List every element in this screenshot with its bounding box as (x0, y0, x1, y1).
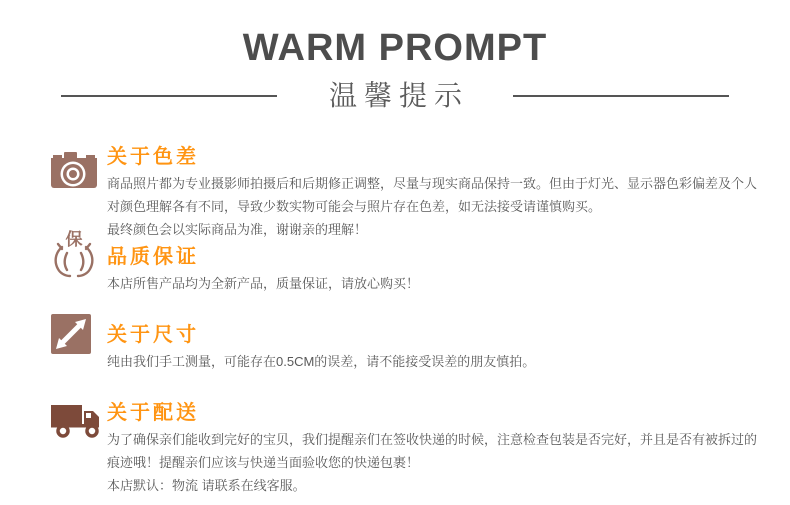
section-text (107, 246, 790, 295)
section-line: 商品照片都为专业摄影师拍摄后和后期修正调整，尽量与现实商品保持一致。但由于灯光、显示器色彩偏差及个人 (107, 176, 758, 191)
section-about-delivery (50, 402, 790, 497)
section-title: 关于尺寸 (107, 324, 199, 346)
section-line: 对颜色理解各有不同，导致少数实物可能会与照片存在色差，如无法接受请谨慎购买。 (107, 199, 602, 214)
section-text (107, 146, 790, 241)
delivery-truck-icon (50, 402, 107, 497)
subtitle-row (0, 80, 790, 112)
section-title: 品质保证 (107, 246, 199, 268)
section-quality-guarantee (50, 230, 790, 295)
camera-icon (50, 146, 107, 241)
section-line: 痕迹哦！提醒亲们应该与快递当面验收您的快递包裹！ (107, 455, 420, 470)
page-subtitle: 温馨提示 (328, 80, 469, 111)
left-divider-line (61, 95, 277, 97)
section-text (107, 324, 790, 373)
section-title: 关于配送 (107, 402, 199, 424)
section-line: 为了确保亲们能收到完好的宝贝，我们提醒亲们在签收快递的时候，注意检查包装是否完好，并且是否有被拆过的 (107, 432, 758, 447)
section-color-difference (50, 146, 790, 241)
section-line: 最终颜色会以实际商品为准，谢谢亲的理解！ (107, 222, 368, 237)
page-title: WARM PROMPT (242, 27, 548, 69)
section-line: 本店所售产品均为全新产品，质量保证，请放心购买！ (107, 276, 420, 291)
section-text (107, 402, 790, 497)
guarantee-character: 保 (65, 230, 83, 249)
right-divider-line (513, 95, 729, 97)
tips-list (0, 146, 790, 497)
section-line: 纯由我们手工测量，可能存在0.5CM的误差，请不能接受误差的朋友慎拍。 (107, 354, 536, 369)
size-measure-arrow-icon (50, 324, 107, 373)
section-about-size (50, 324, 790, 373)
section-title: 关于色差 (107, 146, 199, 168)
hands-holding-guarantee-icon (50, 230, 107, 295)
section-line: 本店默认：物流 请联系在线客服。 (107, 478, 306, 493)
